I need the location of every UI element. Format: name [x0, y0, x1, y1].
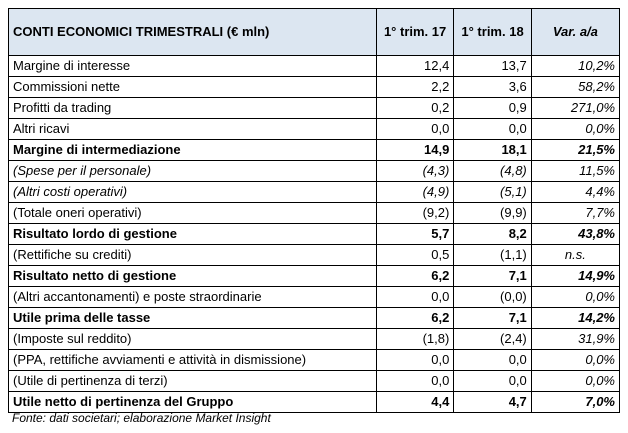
table-row	[9, 161, 620, 182]
value-q1-2017: 6,2	[376, 308, 453, 329]
value-q1-2017: (4,9)	[376, 182, 453, 203]
row-label: (PPA, rettifiche avviamenti e attività in dismissione)	[9, 350, 377, 371]
table-row	[9, 350, 620, 371]
value-q1-2017: 5,7	[376, 224, 453, 245]
value-q1-2018: 0,0	[454, 371, 531, 392]
value-q1-2017: 14,9	[376, 140, 453, 161]
table-row-subtotal	[9, 140, 620, 161]
value-yoy-change: 43,8%	[531, 224, 619, 245]
row-label: (Altri accantonamenti) e poste straordinarie	[9, 287, 377, 308]
value-yoy-change: 0,0%	[531, 350, 619, 371]
value-yoy-change: 21,5%	[531, 140, 619, 161]
value-q1-2017: 0,2	[376, 98, 453, 119]
table-row	[9, 245, 620, 266]
value-q1-2018: 4,7	[454, 392, 531, 413]
value-q1-2017: (9,2)	[376, 203, 453, 224]
table-row	[9, 329, 620, 350]
row-label: (Totale oneri operativi)	[9, 203, 377, 224]
value-yoy-change: 10,2%	[531, 56, 619, 77]
value-q1-2018: (9,9)	[454, 203, 531, 224]
value-q1-2018: 0,0	[454, 119, 531, 140]
table-row	[9, 77, 620, 98]
value-q1-2018: (1,1)	[454, 245, 531, 266]
value-q1-2018: 13,7	[454, 56, 531, 77]
value-yoy-change: 58,2%	[531, 77, 619, 98]
row-label: (Spese per il personale)	[9, 161, 377, 182]
row-label: (Utile di pertinenza di terzi)	[9, 371, 377, 392]
value-q1-2017: 12,4	[376, 56, 453, 77]
value-q1-2018: 7,1	[454, 266, 531, 287]
row-label: Commissioni nette	[9, 77, 377, 98]
row-label: (Rettifiche su crediti)	[9, 245, 377, 266]
value-yoy-change: 7,0%	[531, 392, 619, 413]
value-yoy-change: 14,2%	[531, 308, 619, 329]
value-yoy-change: 271,0%	[531, 98, 619, 119]
value-yoy-change: 0,0%	[531, 119, 619, 140]
row-label: (Imposte sul reddito)	[9, 329, 377, 350]
header-yoy-change: Var. a/a	[531, 9, 619, 56]
value-q1-2017: (1,8)	[376, 329, 453, 350]
value-q1-2018: 3,6	[454, 77, 531, 98]
value-q1-2018: 7,1	[454, 308, 531, 329]
value-yoy-change: 0,0%	[531, 371, 619, 392]
header-q1-2017: 1° trim. 17	[376, 9, 453, 56]
row-label: (Altri costi operativi)	[9, 182, 377, 203]
value-yoy-change: n.s.	[531, 245, 619, 266]
income-statement-table	[8, 8, 620, 413]
table-row-subtotal	[9, 266, 620, 287]
source-note: Fonte: dati societari; elaborazione Market Insight	[12, 411, 271, 425]
value-q1-2018: 18,1	[454, 140, 531, 161]
value-q1-2018: (0,0)	[454, 287, 531, 308]
value-q1-2018: 0,0	[454, 350, 531, 371]
row-label: Risultato netto di gestione	[9, 266, 377, 287]
value-q1-2018: (5,1)	[454, 182, 531, 203]
row-label: Utile prima delle tasse	[9, 308, 377, 329]
value-q1-2018: 8,2	[454, 224, 531, 245]
value-q1-2017: 0,5	[376, 245, 453, 266]
value-q1-2017: 4,4	[376, 392, 453, 413]
table-row	[9, 182, 620, 203]
value-q1-2017: 6,2	[376, 266, 453, 287]
header-q1-2018: 1° trim. 18	[454, 9, 531, 56]
table-row-total	[9, 392, 620, 413]
row-label: Margine di interesse	[9, 56, 377, 77]
value-q1-2018: (2,4)	[454, 329, 531, 350]
value-yoy-change: 31,9%	[531, 329, 619, 350]
table-row	[9, 287, 620, 308]
row-label: Altri ricavi	[9, 119, 377, 140]
table-row	[9, 371, 620, 392]
table-row-subtotal	[9, 308, 620, 329]
table-row	[9, 56, 620, 77]
table-header-row	[9, 9, 620, 56]
value-q1-2018: 0,9	[454, 98, 531, 119]
value-yoy-change: 4,4%	[531, 182, 619, 203]
value-q1-2017: 0,0	[376, 350, 453, 371]
table-row	[9, 98, 620, 119]
table-row-subtotal	[9, 224, 620, 245]
table-row	[9, 203, 620, 224]
value-yoy-change: 14,9%	[531, 266, 619, 287]
value-yoy-change: 7,7%	[531, 203, 619, 224]
header-label: CONTI ECONOMICI TRIMESTRALI (€ mln)	[9, 9, 377, 56]
value-q1-2017: 0,0	[376, 119, 453, 140]
row-label: Margine di intermediazione	[9, 140, 377, 161]
value-yoy-change: 0,0%	[531, 287, 619, 308]
row-label: Utile netto di pertinenza del Gruppo	[9, 392, 377, 413]
value-q1-2017: 0,0	[376, 287, 453, 308]
value-q1-2018: (4,8)	[454, 161, 531, 182]
value-q1-2017: 2,2	[376, 77, 453, 98]
value-q1-2017: 0,0	[376, 371, 453, 392]
value-yoy-change: 11,5%	[531, 161, 619, 182]
value-q1-2017: (4,3)	[376, 161, 453, 182]
table-row	[9, 119, 620, 140]
row-label: Profitti da trading	[9, 98, 377, 119]
row-label: Risultato lordo di gestione	[9, 224, 377, 245]
